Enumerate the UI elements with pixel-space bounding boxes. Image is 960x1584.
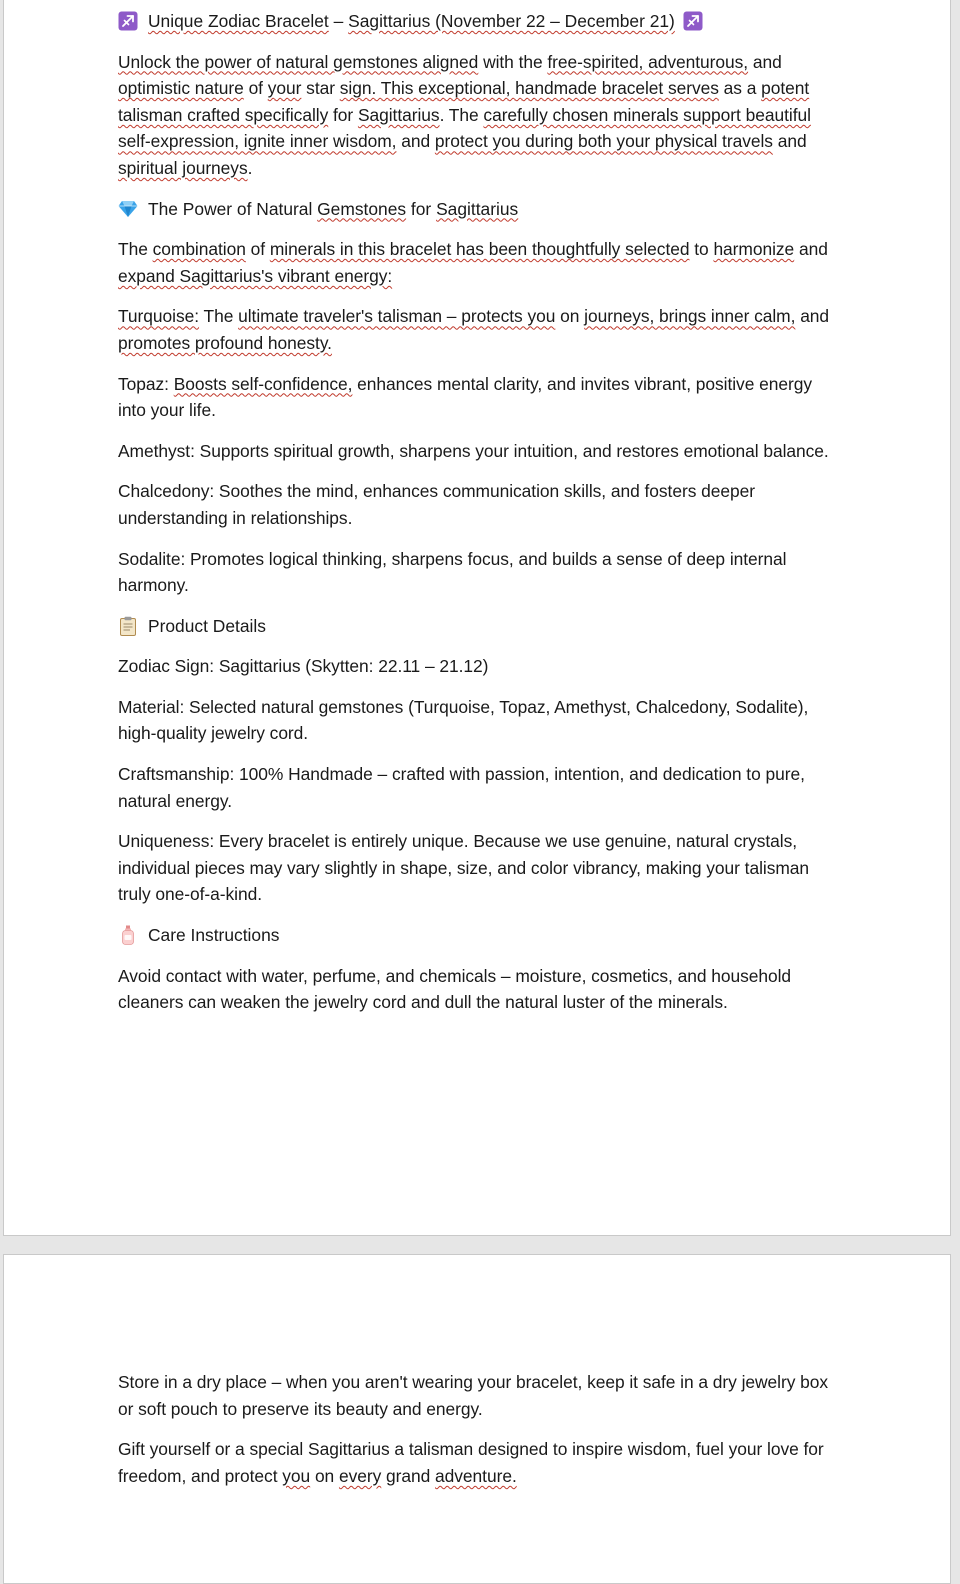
zodiac-sign-paragraph: Zodiac Sign: Sagittarius (Skytten: 22.11 – 21.12) [118,656,489,677]
amethyst-paragraph: Amethyst: Supports spiritual growth, sharpens your intuition, and restores emotional balance. [118,440,829,461]
turquoise-paragraph: Turquoise: The ultimate traveler's talisman – protects you on journeys, brings inner calm, and promotes profound honesty. [118,306,830,353]
craftsmanship-paragraph: Craftsmanship: 100% Handmade – crafted with passion, intention, and dedication to pure, natural energy. [118,764,805,811]
gem-icon [118,199,138,219]
page-1-content [118,8,844,1030]
gemstones-heading: The Power of Natural Gemstones for Sagittarius [118,196,844,223]
sodalite-paragraph: Sodalite: Promotes logical thinking, sharpens focus, and builds a sense of deep internal harmony. [118,548,787,596]
lotion-bottle-icon [118,925,138,945]
document-page-1 [3,0,951,1236]
product-details-heading [118,613,844,640]
topaz-paragraph: Topaz: Boosts self-confidence, enhances mental clarity, and invites vibrant, positive energy into your life. [118,373,812,421]
title-product-name: Unique Zodiac Bracelet [148,11,329,31]
clipboard-icon [118,616,138,636]
sagittarius-icon [118,11,138,31]
sagittarius-icon [683,11,703,31]
care-dry-paragraph: Store in a dry place – when you aren't wearing your bracelet, keep it safe in a dry jewelry box or soft pouch to preserve its beauty and energy. [118,1372,829,1419]
chalcedony-paragraph: Chalcedony: Soothes the mind, enhances communication skills, and fosters deeper understanding in relationships. [118,481,755,528]
care-instructions-heading-text: Care Instructions [148,925,280,946]
care-water-paragraph: Avoid contact with water, perfume, and chemicals – moisture, cosmetics, and household cleaners can weaken the jewelry cord and dull the natural luster of the minerals. [118,965,792,1013]
page-2-content [118,1369,844,1503]
product-details-heading-text: Product Details [148,615,266,636]
title-sign-dates: Sagittarius (November 22 – December 21) [348,11,675,31]
material-paragraph: Material: Selected natural gemstones (Turquoise, Topaz, Amethyst, Chalcedony, Sodalite), high-quality jewelry cord. [118,696,809,744]
gemstones-intro-paragraph: The combination of minerals in this bracelet has been thoughtfully selected to harmonize and expand Sagittarius's vibrant energy: [118,239,828,286]
care-instructions-heading [118,922,844,949]
closing-paragraph: Gift yourself or a special Sagittarius a talisman designed to inspire wisdom, fuel your love for freedom, and protect you on every grand adventure. [118,1439,824,1486]
uniqueness-paragraph: Uniqueness: Every bracelet is entirely unique. Because we use genuine, natural crystals, individual pieces may vary slightly in shape, size, and color vibrancy, making your talisman truly one-of-a-kind. [118,831,810,905]
document-page-2 [3,1254,951,1584]
intro-paragraph: Unlock the power of natural gemstones aligned with the free-spirited, adventurous, and optimistic nature of your star sign. This exceptional, handmade bracelet serves as a potent talisman crafted specifically for Sagittarius. The carefully chosen minerals support beautiful self-expression, ignite inner wisdom, and protect you during both your physical travels and spiritual journeys. [118,51,811,178]
title-dash: – [328,11,349,31]
document-title [118,8,844,35]
